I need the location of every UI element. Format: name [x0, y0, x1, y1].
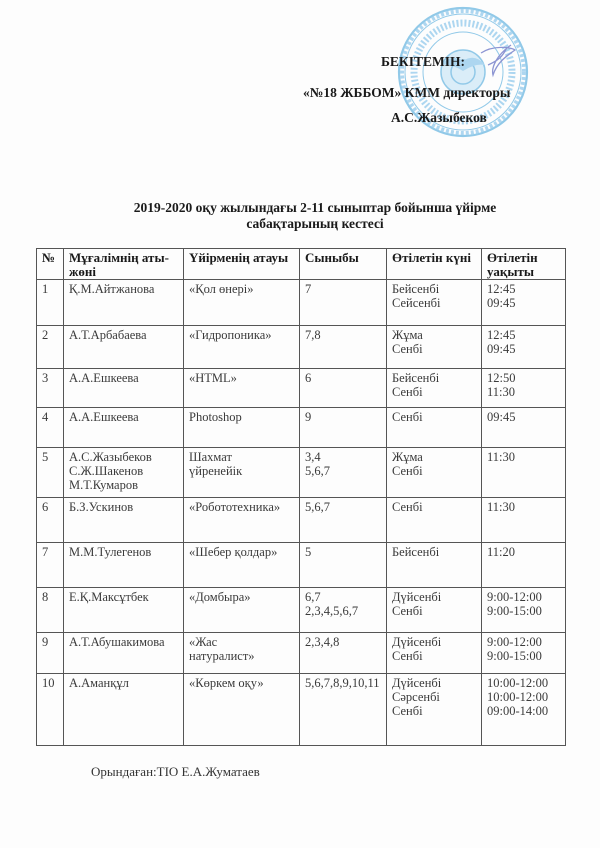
- cell-club-line: «HTML»: [189, 371, 237, 385]
- cell-number: 9: [37, 633, 64, 674]
- header-day: Өтілетін күні: [387, 249, 482, 280]
- cell-teacher: [64, 326, 184, 369]
- cell-teacher: [64, 633, 184, 674]
- table-row: [37, 498, 566, 543]
- cell-teacher: [64, 588, 184, 633]
- cell-number: 7: [37, 543, 64, 588]
- cell-days-line: Бейсенбі: [392, 282, 440, 296]
- cell-club-line: Photoshop: [189, 410, 242, 424]
- cell-teacher-line: Қ.М.Айтжанова: [69, 282, 155, 296]
- cell-grade: [300, 326, 387, 369]
- cell-club-line: «Қол өнері»: [189, 282, 254, 296]
- cell-days: [387, 369, 482, 408]
- cell-days: [387, 280, 482, 326]
- cell-days-line: Сенбі: [392, 410, 423, 424]
- cell-grade-line: 2,3,4,5,6,7: [305, 604, 359, 618]
- cell-days-line: Сенбі: [392, 342, 423, 356]
- cell-grade: [300, 280, 387, 326]
- cell-days: [387, 448, 482, 498]
- cell-days-line: Сенбі: [392, 704, 423, 718]
- cell-teacher-line: А.А.Ешкеева: [69, 410, 139, 424]
- cell-club: [184, 408, 300, 448]
- cell-times-line: 9:00-15:00: [487, 649, 542, 663]
- cell-times-line: 9:00-12:00: [487, 590, 542, 604]
- cell-times-line: 10:00-12:00: [487, 690, 549, 704]
- document-title: [60, 200, 570, 232]
- cell-teacher: [64, 369, 184, 408]
- cell-teacher-line: А.Аманқұл: [69, 676, 129, 690]
- header-time: Өтілетін уақыты: [482, 249, 566, 280]
- table-row: [37, 588, 566, 633]
- cell-grade-line: 6: [305, 371, 312, 385]
- cell-times-line: 09:45: [487, 296, 516, 310]
- cell-times-line: 12:45: [487, 328, 516, 342]
- cell-club: [184, 543, 300, 588]
- cell-grade-line: 7: [305, 282, 312, 296]
- table-row: [37, 674, 566, 746]
- table-row: [37, 543, 566, 588]
- cell-days-line: Дүйсенбі: [392, 635, 442, 649]
- prepared-by: Орындаған:ТІО Е.А.Жуматаев: [91, 764, 260, 779]
- cell-grade: [300, 674, 387, 746]
- cell-times: [482, 280, 566, 326]
- cell-club-line: натуралист»: [189, 649, 255, 663]
- cell-days: [387, 543, 482, 588]
- cell-days: [387, 588, 482, 633]
- cell-times-line: 11:20: [487, 545, 516, 559]
- cell-grade-line: 3,4: [305, 450, 321, 464]
- cell-club: [184, 369, 300, 408]
- cell-grade: [300, 543, 387, 588]
- cell-club: [184, 498, 300, 543]
- cell-teacher: [64, 543, 184, 588]
- approval-heading: БЕКІТЕМІН:: [381, 54, 465, 69]
- approval-name: А.С.Жазыбеков: [391, 110, 487, 125]
- cell-teacher-line: А.Т.Абушакимова: [69, 635, 165, 649]
- cell-club-line: үйренейік: [189, 464, 243, 478]
- table-row: [37, 448, 566, 498]
- cell-grade: [300, 588, 387, 633]
- cell-teacher: [64, 280, 184, 326]
- cell-times: [482, 326, 566, 369]
- cell-number: 8: [37, 588, 64, 633]
- cell-teacher: [64, 448, 184, 498]
- table-row: [37, 326, 566, 369]
- cell-number: 10: [37, 674, 64, 746]
- cell-days: [387, 326, 482, 369]
- approval-position: «№18 ЖББОМ» КММ директоры: [303, 85, 511, 100]
- cell-days-line: Дүйсенбі: [392, 676, 442, 690]
- schedule-table: [36, 248, 566, 746]
- cell-days: [387, 498, 482, 543]
- cell-times: [482, 408, 566, 448]
- title-line-1: 2019-2020 оқу жылындағы 2-11 сыныптар бойынша үйірме: [133, 200, 497, 215]
- cell-teacher-line: Е.Қ.Максұтбек: [69, 590, 149, 604]
- cell-number: 1: [37, 280, 64, 326]
- table-row: [37, 369, 566, 408]
- cell-times-line: 12:50: [487, 371, 516, 385]
- cell-times-line: 12:45: [487, 282, 516, 296]
- cell-teacher: [64, 674, 184, 746]
- table-row: [37, 280, 566, 326]
- cell-grade: [300, 633, 387, 674]
- cell-teacher-line: А.С.Жазыбеков: [69, 450, 152, 464]
- cell-times: [482, 543, 566, 588]
- cell-days-line: Жұма: [392, 450, 423, 464]
- cell-teacher: [64, 408, 184, 448]
- cell-club: [184, 674, 300, 746]
- cell-days-line: Сенбі: [392, 464, 423, 478]
- cell-teacher-line: А.Т.Арбабаева: [69, 328, 147, 342]
- cell-times-line: 10:00-12:00: [487, 676, 549, 690]
- cell-grade-line: 2,3,4,8: [305, 635, 340, 649]
- cell-days-line: Сенбі: [392, 385, 423, 399]
- cell-number: 3: [37, 369, 64, 408]
- cell-times: [482, 633, 566, 674]
- cell-club: [184, 633, 300, 674]
- cell-days-line: Сенбі: [392, 604, 423, 618]
- cell-number: 5: [37, 448, 64, 498]
- cell-grade-line: 6,7: [305, 590, 321, 604]
- cell-times-line: 9:00-12:00: [487, 635, 542, 649]
- cell-days-line: Сейсенбі: [392, 296, 441, 310]
- header-number: №: [37, 249, 64, 280]
- cell-club: [184, 326, 300, 369]
- cell-grade: [300, 369, 387, 408]
- header-club: Үйірменің атауы: [184, 249, 300, 280]
- cell-grade-line: 5,6,7: [305, 500, 330, 514]
- cell-days: [387, 408, 482, 448]
- cell-days-line: Жұма: [392, 328, 423, 342]
- cell-days: [387, 633, 482, 674]
- cell-days-line: Бейсенбі: [392, 371, 440, 385]
- cell-teacher: [64, 498, 184, 543]
- cell-teacher-line: М.М.Тулегенов: [69, 545, 152, 559]
- cell-times-line: 11:30: [487, 385, 516, 399]
- cell-grade: [300, 498, 387, 543]
- cell-grade-line: 7,8: [305, 328, 321, 342]
- cell-club-line: «Жас: [189, 635, 218, 649]
- cell-grade: [300, 448, 387, 498]
- cell-number: 2: [37, 326, 64, 369]
- cell-club-line: «Гидропоника»: [189, 328, 272, 342]
- cell-times: [482, 498, 566, 543]
- cell-times-line: 09:45: [487, 410, 516, 424]
- cell-days-line: Сенбі: [392, 649, 423, 663]
- cell-times-line: 09:45: [487, 342, 516, 356]
- cell-club: [184, 588, 300, 633]
- cell-teacher-line: М.Т.Кумаров: [69, 478, 139, 492]
- cell-club: [184, 448, 300, 498]
- cell-times: [482, 588, 566, 633]
- cell-times-line: 11:30: [487, 500, 516, 514]
- cell-times: [482, 448, 566, 498]
- cell-club-line: «Шебер қолдар»: [189, 545, 278, 559]
- header-teacher: Мұғалімнің аты-жөні: [64, 249, 184, 280]
- cell-grade-line: 9: [305, 410, 312, 424]
- cell-times: [482, 674, 566, 746]
- cell-club-line: «Робототехника»: [189, 500, 281, 514]
- cell-teacher-line: А.А.Ешкеева: [69, 371, 139, 385]
- cell-days-line: Сенбі: [392, 500, 423, 514]
- cell-times-line: 11:30: [487, 450, 516, 464]
- cell-teacher-line: С.Ж.Шакенов: [69, 464, 144, 478]
- cell-club: [184, 280, 300, 326]
- cell-times-line: 09:00-14:00: [487, 704, 549, 718]
- cell-days-line: Сәрсенбі: [392, 690, 440, 704]
- cell-days-line: Дүйсенбі: [392, 590, 442, 604]
- table-header-row: [37, 249, 566, 280]
- cell-club-line: Шахмат: [189, 450, 232, 464]
- cell-days-line: Бейсенбі: [392, 545, 440, 559]
- cell-grade-line: 5: [305, 545, 312, 559]
- cell-grade-line: 5,6,7: [305, 464, 330, 478]
- cell-times: [482, 369, 566, 408]
- cell-days: [387, 674, 482, 746]
- title-line-2: сабақтарының кестесі: [246, 216, 384, 231]
- cell-number: 6: [37, 498, 64, 543]
- cell-club-line: «Көркем оқу»: [189, 676, 264, 690]
- table-row: [37, 408, 566, 448]
- header-grade: Сыныбы: [300, 249, 387, 280]
- cell-grade: [300, 408, 387, 448]
- cell-club-line: «Домбыра»: [189, 590, 251, 604]
- cell-number: 4: [37, 408, 64, 448]
- cell-times-line: 9:00-15:00: [487, 604, 542, 618]
- schedule-table-body: [37, 280, 566, 746]
- cell-grade-line: 5,6,7,8,9,10,11: [305, 676, 380, 690]
- table-row: [37, 633, 566, 674]
- cell-teacher-line: Б.З.Ускинов: [69, 500, 134, 514]
